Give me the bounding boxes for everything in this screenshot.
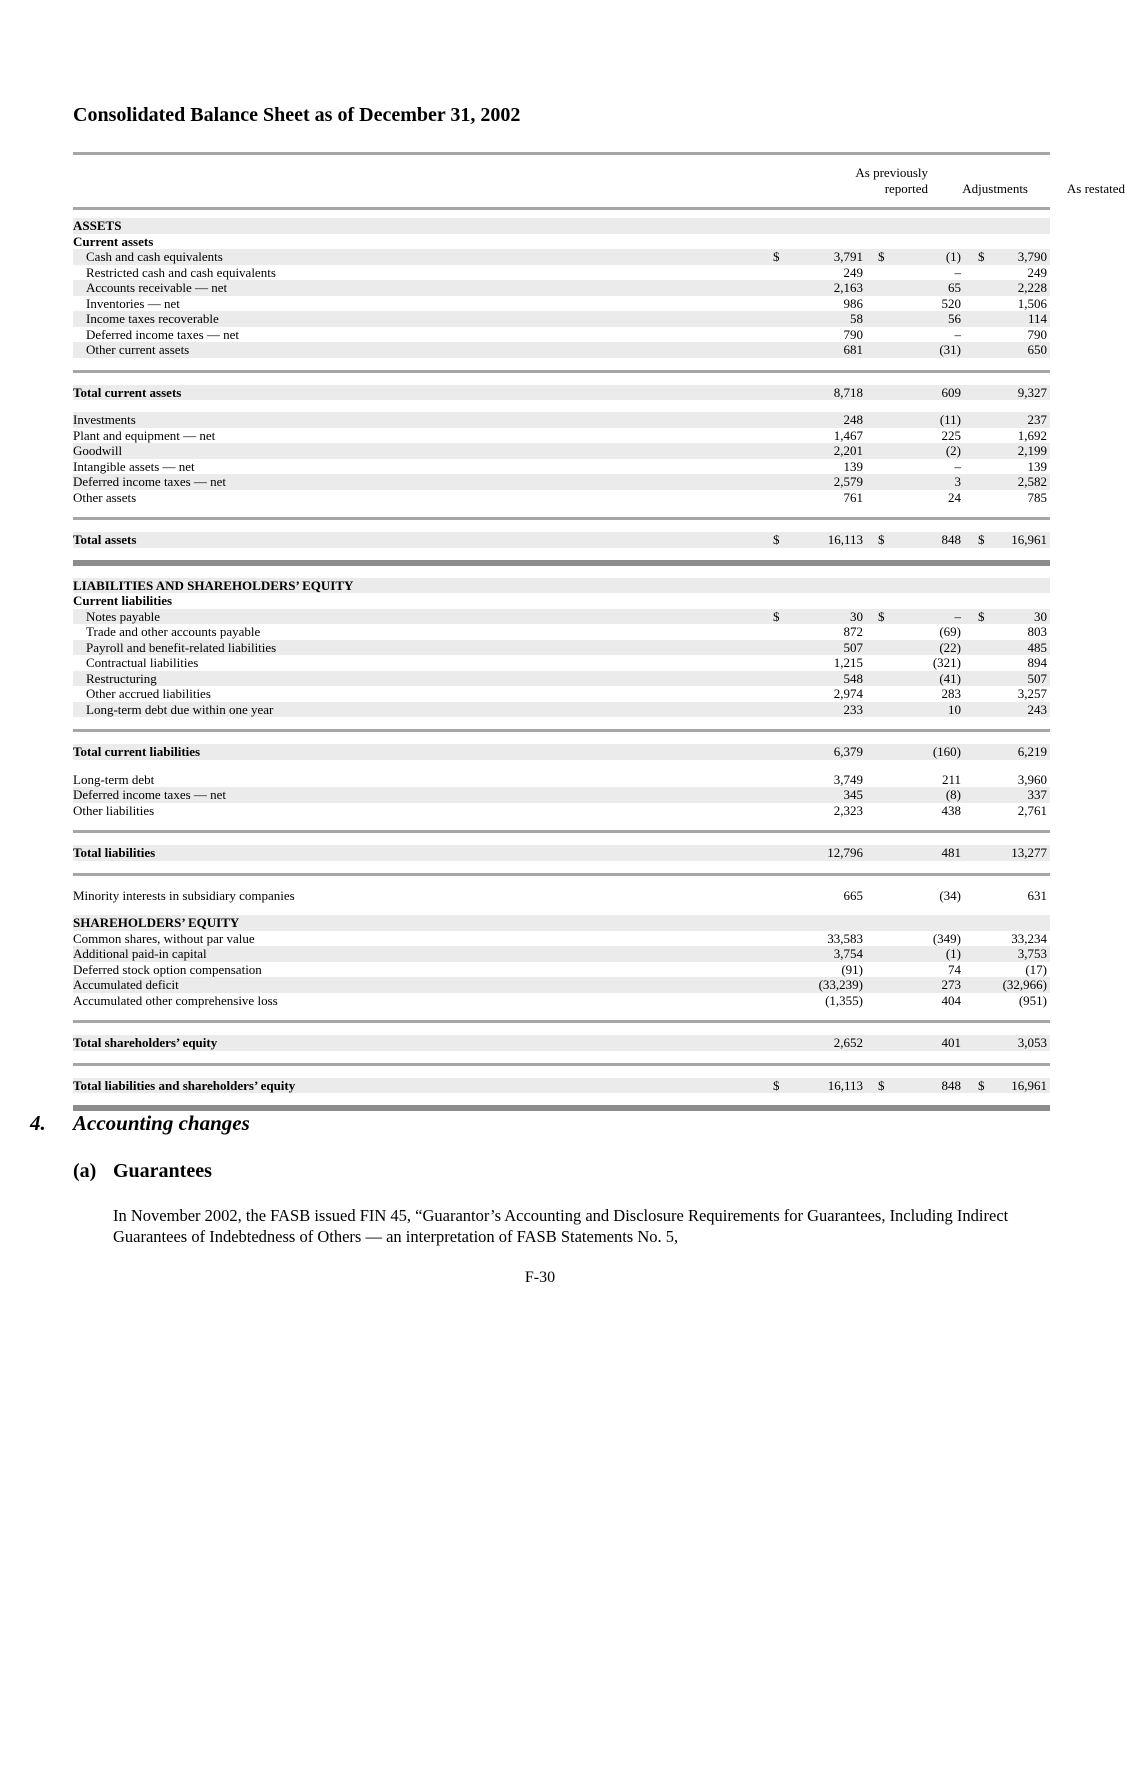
row-spacer: [73, 861, 1050, 873]
row-spacer: [73, 548, 1050, 560]
table-row: [73, 327, 1050, 343]
table-row: [73, 744, 1050, 760]
value-adjustment: 211: [941, 771, 961, 787]
value-previously-reported: (91): [841, 961, 863, 977]
value-adjustment: –: [954, 264, 961, 280]
page-title: Consolidated Balance Sheet as of December 31, 2002: [73, 104, 521, 126]
value-previously-reported: 33,583: [827, 930, 863, 946]
table-row: [73, 1035, 1050, 1051]
table-row: [73, 443, 1050, 459]
value-as-restated: 803: [1027, 624, 1047, 639]
value-as-restated: 1,506: [1017, 295, 1047, 311]
value-as-restated: 485: [1027, 639, 1047, 655]
row-label: Plant and equipment — net: [73, 427, 216, 443]
value-previously-reported: 16,113: [827, 1077, 863, 1093]
row-spacer: [73, 717, 1050, 729]
value-previously-reported: 2,201: [833, 443, 863, 458]
value-previously-reported: 2,323: [833, 802, 863, 818]
value-as-restated: 9,327: [1017, 384, 1047, 400]
value-as-restated: 114: [1027, 311, 1047, 326]
value-adjustment: –: [954, 458, 961, 474]
row-label: Intangible assets — net: [73, 458, 195, 474]
row-label: Cash and cash equivalents: [86, 249, 223, 264]
table-row: [73, 578, 1050, 594]
row-spacer: [73, 373, 1050, 385]
dollar-sign: $: [878, 608, 885, 624]
row-label: Other assets: [73, 489, 137, 505]
column-header-adjustments: Adjustments: [962, 181, 1028, 196]
row-label: Long-term debt due within one year: [86, 701, 274, 717]
table-row: [73, 428, 1050, 444]
row-label: Contractual liabilities: [86, 655, 199, 670]
row-label: Deferred income taxes — net: [86, 326, 240, 342]
dollar-sign: $: [773, 532, 780, 547]
row-label: Trade and other accounts payable: [86, 624, 261, 639]
row-label: Common shares, without par value: [73, 930, 255, 946]
value-adjustment: 273: [941, 977, 961, 992]
value-adjustment: 283: [941, 686, 961, 701]
dollar-sign: $: [978, 532, 985, 547]
table-row: [73, 915, 1050, 931]
table-row: [73, 624, 1050, 640]
dollar-sign: $: [978, 1077, 985, 1093]
value-previously-reported: 58: [850, 311, 863, 326]
table-row: [73, 787, 1050, 803]
value-previously-reported: 2,974: [833, 686, 863, 701]
value-previously-reported: 1,215: [833, 655, 863, 670]
value-previously-reported: 30: [850, 608, 863, 624]
row-label: Total current assets: [73, 384, 182, 400]
value-previously-reported: 872: [843, 624, 863, 639]
value-as-restated: 237: [1027, 412, 1047, 427]
row-spacer: [73, 760, 1050, 772]
value-adjustment: (34): [939, 887, 961, 903]
value-as-restated: 3,753: [1017, 946, 1047, 961]
dollar-sign: $: [878, 249, 885, 264]
table-row: [73, 888, 1050, 904]
table-row: [73, 342, 1050, 358]
value-adjustment: 10: [948, 701, 961, 717]
value-adjustment: 65: [948, 280, 961, 295]
table-row: [73, 311, 1050, 327]
value-previously-reported: 2,652: [833, 1035, 863, 1050]
value-as-restated: 6,219: [1017, 744, 1047, 759]
row-spacer: [73, 903, 1050, 915]
section-number: 4.: [30, 1111, 46, 1135]
value-adjustment: 609: [941, 384, 961, 400]
table-row: [73, 218, 1050, 234]
value-as-restated: 894: [1027, 655, 1047, 670]
value-adjustment: (8): [945, 787, 961, 802]
value-previously-reported: 249: [843, 264, 863, 280]
table-row: [73, 931, 1050, 947]
value-previously-reported: 665: [843, 887, 863, 903]
value-previously-reported: 139: [843, 458, 863, 474]
value-adjustment: (41): [939, 670, 961, 686]
section-heading: Accounting changes: [73, 1111, 250, 1135]
row-label: SHAREHOLDERS’ EQUITY: [73, 915, 240, 930]
row-label: Income taxes recoverable: [86, 311, 219, 326]
row-spacer: [73, 520, 1050, 532]
table-row: [73, 593, 1050, 609]
value-previously-reported: 12,796: [827, 845, 863, 860]
row-label: Long-term debt: [73, 771, 155, 787]
value-previously-reported: 681: [843, 342, 863, 357]
value-adjustment: 481: [941, 845, 961, 860]
table-row: [73, 977, 1050, 993]
page-number: F-30: [524, 1269, 556, 1286]
row-label: LIABILITIES AND SHAREHOLDERS’ EQUITY: [73, 577, 354, 593]
row-label: Investments: [73, 412, 136, 427]
value-previously-reported: 8,718: [833, 384, 863, 400]
value-as-restated: 3,960: [1017, 771, 1047, 787]
table-row: [73, 946, 1050, 962]
row-label: ASSETS: [73, 218, 122, 233]
value-as-restated: 16,961: [1011, 532, 1047, 547]
value-previously-reported: 507: [843, 639, 863, 655]
value-adjustment: –: [954, 326, 961, 342]
row-label: Other current assets: [86, 342, 190, 357]
table-body: [73, 210, 1050, 1111]
dollar-sign: $: [878, 532, 885, 547]
value-adjustment: (160): [932, 744, 961, 759]
value-as-restated: 2,761: [1017, 802, 1047, 818]
table-row: [73, 474, 1050, 490]
row-spacer: [73, 876, 1050, 888]
dollar-sign: $: [773, 249, 780, 264]
row-label: Deferred income taxes — net: [73, 787, 227, 802]
column-header-row: [73, 155, 1125, 207]
table-row: [73, 686, 1050, 702]
table-row: [73, 1078, 1050, 1094]
value-as-restated: (17): [1025, 961, 1047, 977]
row-spacer: [73, 1008, 1050, 1020]
dollar-sign: $: [878, 1077, 885, 1093]
table-row: [73, 803, 1050, 819]
value-previously-reported: 345: [843, 787, 863, 802]
value-as-restated: 3,053: [1017, 1035, 1047, 1050]
table-row: [73, 609, 1050, 625]
column-header-as-restated: As restated: [1066, 181, 1125, 196]
row-spacer: [73, 1093, 1050, 1105]
value-previously-reported: 790: [843, 326, 863, 342]
value-as-restated: 507: [1027, 670, 1047, 686]
row-label: Total current liabilities: [73, 744, 201, 759]
value-adjustment: 438: [941, 802, 961, 818]
value-adjustment: (2): [945, 443, 961, 458]
value-adjustment: (11): [939, 412, 961, 427]
value-previously-reported: 233: [843, 701, 863, 717]
value-previously-reported: (33,239): [818, 977, 863, 992]
row-label: Payroll and benefit-related liabilities: [86, 639, 277, 655]
value-previously-reported: 548: [843, 670, 863, 686]
value-adjustment: (69): [939, 624, 961, 639]
value-as-restated: 3,257: [1017, 686, 1047, 701]
table-row: [73, 772, 1050, 788]
value-adjustment: (349): [932, 930, 961, 946]
value-adjustment: 3: [954, 474, 961, 489]
value-adjustment: 404: [941, 992, 961, 1008]
row-spacer: [73, 1023, 1050, 1035]
body-paragraph: In November 2002, the FASB issued FIN 45, “Guarantor’s Accounting and Disclosure Requirements for Guarantees, Including Indirect Guarantees of Indebtedness of Others — an interpretation of FASB Statements No. 5,: [113, 1206, 1009, 1246]
value-adjustment: (1): [945, 249, 961, 264]
value-adjustment: 24: [948, 489, 961, 505]
table-row: [73, 640, 1050, 656]
value-previously-reported: 761: [843, 489, 863, 505]
row-spacer: [73, 358, 1050, 370]
table-row: [73, 490, 1050, 506]
table-row: [73, 459, 1050, 475]
value-adjustment: 520: [941, 295, 961, 311]
value-adjustment: 225: [941, 427, 961, 443]
dollar-sign: $: [773, 608, 780, 624]
row-spacer: [73, 566, 1050, 578]
value-previously-reported: 1,467: [833, 427, 863, 443]
subsection-heading: Guarantees: [113, 1160, 212, 1182]
table-row: [73, 385, 1050, 401]
row-label: Accumulated other comprehensive loss: [73, 992, 278, 1008]
value-previously-reported: 3,749: [833, 771, 863, 787]
value-adjustment: 56: [948, 311, 961, 326]
value-as-restated: 13,277: [1011, 845, 1047, 860]
value-as-restated: 790: [1027, 326, 1047, 342]
row-label: Inventories — net: [86, 295, 180, 311]
row-label: Minority interests in subsidiary companies: [73, 887, 295, 903]
row-spacer: [73, 210, 1050, 218]
value-as-restated: 785: [1027, 489, 1047, 505]
row-label: Current assets: [73, 233, 154, 249]
row-label: Accumulated deficit: [73, 977, 179, 992]
row-spacer: [73, 732, 1050, 744]
row-spacer: [73, 818, 1050, 830]
value-previously-reported: 16,113: [827, 532, 863, 547]
table-row: [73, 993, 1050, 1009]
table-row: [73, 296, 1050, 312]
value-as-restated: 243: [1027, 701, 1047, 717]
value-as-restated: 650: [1027, 342, 1047, 357]
row-spacer: [73, 505, 1050, 517]
subsection-label: (a): [73, 1160, 97, 1182]
row-label: Additional paid-in capital: [73, 946, 207, 961]
value-as-restated: (951): [1018, 992, 1047, 1008]
row-label: Total assets: [73, 532, 137, 547]
value-as-restated: 1,692: [1017, 427, 1047, 443]
value-as-restated: 139: [1027, 458, 1047, 474]
value-previously-reported: 6,379: [833, 744, 863, 759]
value-as-restated: 16,961: [1011, 1077, 1047, 1093]
value-adjustment: (22): [939, 639, 961, 655]
row-label: Accounts receivable — net: [86, 280, 228, 295]
value-as-restated: 3,790: [1017, 249, 1047, 264]
row-label: Deferred income taxes — net: [73, 474, 227, 489]
value-as-restated: 249: [1027, 264, 1047, 280]
value-adjustment: 848: [941, 532, 961, 547]
value-as-restated: 30: [1034, 608, 1047, 624]
value-adjustment: –: [954, 608, 961, 624]
dollar-sign: $: [978, 608, 985, 624]
table-row: [73, 249, 1050, 265]
table-row: [73, 265, 1050, 281]
value-as-restated: 2,228: [1017, 280, 1047, 295]
value-adjustment: (1): [945, 946, 961, 961]
value-previously-reported: (1,355): [825, 992, 863, 1008]
value-as-restated: 33,234: [1011, 930, 1047, 946]
value-as-restated: 337: [1027, 787, 1047, 802]
value-previously-reported: 2,163: [833, 280, 863, 295]
row-label: Total liabilities: [73, 845, 156, 860]
table-row: [73, 412, 1050, 428]
value-adjustment: (31): [939, 342, 961, 357]
table-row: [73, 532, 1050, 548]
value-as-restated: 2,199: [1017, 443, 1047, 458]
value-as-restated: (32,966): [1002, 977, 1047, 992]
row-label: Total liabilities and shareholders’ equity: [73, 1077, 296, 1093]
value-adjustment: 74: [948, 961, 961, 977]
row-label: Total shareholders’ equity: [73, 1035, 218, 1050]
value-adjustment: 401: [941, 1035, 961, 1050]
row-label: Deferred stock option compensation: [73, 961, 262, 977]
row-label: Notes payable: [86, 608, 161, 624]
table-row: [73, 962, 1050, 978]
row-spacer: [73, 833, 1050, 845]
row-label: Restricted cash and cash equivalents: [86, 264, 276, 280]
row-spacer: [73, 1051, 1050, 1063]
value-as-restated: 2,582: [1017, 474, 1047, 489]
value-previously-reported: 3,754: [833, 946, 863, 961]
value-previously-reported: 2,579: [833, 474, 863, 489]
value-previously-reported: 986: [843, 295, 863, 311]
table-row: [73, 845, 1050, 861]
table-row: [73, 671, 1050, 687]
value-as-restated: 631: [1027, 887, 1047, 903]
table-row: [73, 702, 1050, 718]
row-label: Current liabilities: [73, 593, 173, 608]
table-row: [73, 280, 1050, 296]
row-label: Other accrued liabilities: [86, 686, 211, 701]
column-header-line1: As previously: [855, 165, 928, 180]
value-adjustment: (321): [932, 655, 961, 670]
table-row: [73, 655, 1050, 671]
row-label: Restructuring: [86, 670, 157, 686]
value-previously-reported: 3,791: [833, 249, 863, 264]
row-label: Goodwill: [73, 443, 123, 458]
row-spacer: [73, 400, 1050, 412]
value-adjustment: 848: [941, 1077, 961, 1093]
row-label: Other liabilities: [73, 802, 155, 818]
dollar-sign: $: [773, 1077, 780, 1093]
table-row: [73, 234, 1050, 250]
dollar-sign: $: [978, 249, 985, 264]
row-spacer: [73, 1066, 1050, 1078]
column-header-line2: reported: [884, 181, 928, 196]
value-previously-reported: 248: [843, 412, 863, 427]
balance-sheet-table: [73, 152, 1125, 1111]
